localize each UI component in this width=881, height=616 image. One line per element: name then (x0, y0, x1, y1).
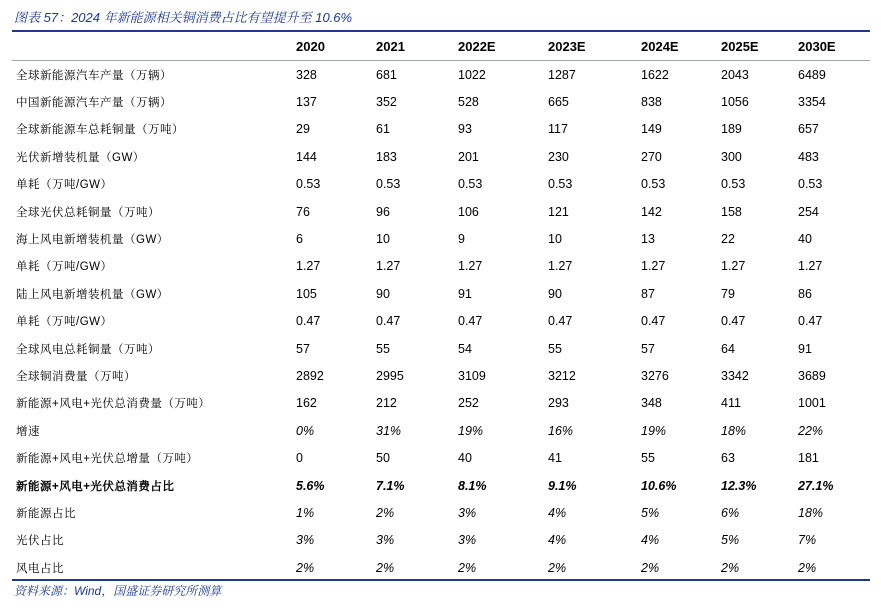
cell-2020: 105 (296, 286, 317, 301)
cell-2024e: 10.6% (641, 478, 677, 493)
row-label: 全球新能源汽车产量（万辆） (16, 69, 172, 82)
cell-2020: 328 (296, 67, 317, 82)
cell-2030e: 1.27 (798, 259, 823, 274)
table-row (12, 88, 870, 115)
cell-2023e: 10 (548, 232, 562, 247)
cell-2022e: 252 (458, 396, 479, 411)
cell-2021: 7.1% (376, 478, 405, 493)
cell-2025e: 2% (721, 560, 740, 575)
cell-2022e: 528 (458, 95, 479, 110)
cell-2021: 1.27 (376, 259, 401, 274)
cell-2025e: 2043 (721, 67, 749, 82)
header-year-2021: 2021 (376, 33, 458, 61)
cell-2020: 3% (296, 533, 315, 548)
cell-2025e: 18% (721, 423, 747, 438)
figure-title: 图表 57：2024 年新能源相关铜消费占比有望提升至 10.6% (14, 10, 353, 25)
cell-2030e: 657 (798, 122, 819, 137)
cell-2025e: 189 (721, 122, 742, 137)
cell-2022e: 8.1% (458, 478, 487, 493)
header-year-2030e: 2030E (798, 33, 870, 61)
row-label: 全球光伏总耗铜量（万吨） (16, 206, 160, 219)
cell-2020: 0 (296, 451, 303, 466)
cell-2025e: 300 (721, 149, 742, 164)
row-label: 陆上风电新增装机量（GW） (16, 288, 169, 301)
cell-2025e: 158 (721, 204, 742, 219)
header-year-2024e: 2024E (641, 33, 721, 61)
cell-2023e: 230 (548, 149, 569, 164)
row-label: 新能源+风电+光伏总消费占比 (16, 480, 175, 493)
cell-2030e: 0.47 (798, 314, 823, 329)
row-label: 全球铜消费量（万吨） (16, 370, 136, 383)
cell-2025e: 1.27 (721, 259, 746, 274)
table-row (12, 308, 870, 335)
cell-2022e: 3% (458, 505, 477, 520)
cell-2024e: 5% (641, 505, 660, 520)
cell-2021: 2995 (376, 368, 404, 383)
cell-2030e: 3689 (798, 368, 826, 383)
cell-2021: 352 (376, 95, 397, 110)
cell-2021: 50 (376, 451, 390, 466)
bottom-rule (12, 579, 870, 581)
cell-2025e: 64 (721, 341, 735, 356)
cell-2020: 29 (296, 122, 310, 137)
cell-2030e: 27.1% (798, 478, 834, 493)
cell-2022e: 40 (458, 451, 472, 466)
cell-2021: 31% (376, 423, 402, 438)
cell-2020: 76 (296, 204, 310, 219)
cell-2030e: 0.53 (798, 177, 823, 192)
cell-2024e: 142 (641, 204, 662, 219)
cell-2030e: 1001 (798, 396, 826, 411)
cell-2024e: 19% (641, 423, 667, 438)
cell-2022e: 201 (458, 149, 479, 164)
cell-2022e: 3% (458, 533, 477, 548)
cell-2023e: 4% (548, 505, 567, 520)
table-row (12, 116, 870, 143)
table-row (12, 280, 870, 307)
table-row (12, 527, 870, 554)
header-row (12, 33, 870, 61)
cell-2022e: 106 (458, 204, 479, 219)
cell-2025e: 12.3% (721, 478, 757, 493)
cell-2022e: 0.47 (458, 314, 483, 329)
cell-2030e: 86 (798, 286, 812, 301)
cell-2030e: 181 (798, 451, 819, 466)
cell-2024e: 1622 (641, 67, 669, 82)
cell-2021: 681 (376, 67, 397, 82)
row-label: 风电占比 (16, 562, 64, 575)
cell-2024e: 55 (641, 451, 655, 466)
row-label: 中国新能源汽车产量（万辆） (16, 97, 172, 110)
cell-2024e: 4% (641, 533, 660, 548)
cell-2023e: 1287 (548, 67, 576, 82)
cell-2030e: 18% (798, 505, 824, 520)
cell-2021: 2% (376, 560, 395, 575)
table-row (12, 253, 870, 280)
cell-2020: 6 (296, 232, 303, 247)
cell-2021: 183 (376, 149, 397, 164)
header-label-cell (12, 33, 296, 61)
table-row (12, 61, 870, 89)
table-row (12, 335, 870, 362)
cell-2024e: 838 (641, 95, 662, 110)
cell-2021: 212 (376, 396, 397, 411)
cell-2024e: 149 (641, 122, 662, 137)
cell-2021: 0.53 (376, 177, 401, 192)
row-label: 单耗（万吨/GW） (16, 179, 113, 192)
cell-2030e: 254 (798, 204, 819, 219)
cell-2020: 0.47 (296, 314, 321, 329)
table-header (12, 33, 870, 61)
cell-2023e: 9.1% (548, 478, 577, 493)
cell-2022e: 0.53 (458, 177, 483, 192)
row-label: 新能源占比 (16, 507, 76, 520)
table-row (12, 362, 870, 389)
cell-2023e: 3212 (548, 368, 576, 383)
cell-2024e: 3276 (641, 368, 669, 383)
cell-2030e: 6489 (798, 67, 826, 82)
cell-2023e: 4% (548, 533, 567, 548)
cell-2025e: 3342 (721, 368, 749, 383)
cell-2020: 2892 (296, 368, 324, 383)
cell-2030e: 3354 (798, 95, 826, 110)
cell-2022e: 1.27 (458, 259, 483, 274)
cell-2025e: 0.47 (721, 314, 746, 329)
cell-2021: 3% (376, 533, 395, 548)
cell-2030e: 91 (798, 341, 812, 356)
cell-2024e: 270 (641, 149, 662, 164)
cell-2030e: 7% (798, 533, 817, 548)
cell-2024e: 2% (641, 560, 660, 575)
table-row (12, 499, 870, 526)
row-label: 单耗（万吨/GW） (16, 261, 113, 274)
cell-2023e: 16% (548, 423, 574, 438)
cell-2021: 55 (376, 341, 390, 356)
cell-2023e: 121 (548, 204, 569, 219)
cell-2022e: 19% (458, 423, 484, 438)
cell-2022e: 54 (458, 341, 472, 356)
cell-2025e: 63 (721, 451, 735, 466)
table-row (12, 554, 870, 581)
cell-2025e: 79 (721, 286, 735, 301)
cell-2020: 1% (296, 505, 315, 520)
cell-2023e: 41 (548, 451, 562, 466)
row-label: 单耗（万吨/GW） (16, 316, 113, 329)
cell-2020: 1.27 (296, 259, 321, 274)
row-label: 海上风电新增装机量（GW） (16, 234, 169, 247)
cell-2020: 162 (296, 396, 317, 411)
cell-2030e: 483 (798, 149, 819, 164)
cell-2023e: 665 (548, 95, 569, 110)
cell-2024e: 13 (641, 232, 655, 247)
cell-2023e: 0.53 (548, 177, 573, 192)
source-note: 资料来源：Wind，国盛证券研究所测算 (14, 584, 222, 598)
copper-consumption-table (12, 33, 870, 581)
cell-2020: 2% (296, 560, 315, 575)
table-row (12, 225, 870, 252)
cell-2021: 90 (376, 286, 390, 301)
cell-2020: 144 (296, 149, 317, 164)
cell-2025e: 0.53 (721, 177, 746, 192)
header-year-2023e: 2023E (548, 33, 641, 61)
cell-2030e: 22% (798, 423, 824, 438)
cell-2023e: 0.47 (548, 314, 573, 329)
row-label: 新能源+风电+光伏总增量（万吨） (16, 453, 199, 466)
cell-2022e: 93 (458, 122, 472, 137)
cell-2023e: 90 (548, 286, 562, 301)
cell-2024e: 57 (641, 341, 655, 356)
top-rule (12, 30, 870, 32)
cell-2023e: 1.27 (548, 259, 573, 274)
cell-2024e: 348 (641, 396, 662, 411)
cell-2030e: 40 (798, 232, 812, 247)
header-year-2022e: 2022E (458, 33, 548, 61)
cell-2024e: 0.53 (641, 177, 666, 192)
header-year-2020: 2020 (296, 33, 376, 61)
table-body (12, 61, 870, 582)
cell-2025e: 6% (721, 505, 740, 520)
cell-2021: 0.47 (376, 314, 401, 329)
cell-2022e: 91 (458, 286, 472, 301)
row-label: 增速 (16, 425, 40, 438)
cell-2024e: 0.47 (641, 314, 666, 329)
cell-2022e: 9 (458, 232, 465, 247)
cell-2020: 137 (296, 95, 317, 110)
cell-2020: 0.53 (296, 177, 321, 192)
cell-2020: 57 (296, 341, 310, 356)
row-label: 光伏新增装机量（GW） (16, 151, 145, 164)
table-row (12, 143, 870, 170)
cell-2025e: 22 (721, 232, 735, 247)
row-label: 全球风电总耗铜量（万吨） (16, 343, 160, 356)
table-row (12, 444, 870, 471)
cell-2020: 0% (296, 423, 315, 438)
cell-2025e: 411 (721, 396, 741, 411)
table-row (12, 417, 870, 444)
cell-2023e: 117 (548, 122, 568, 137)
row-label: 新能源+风电+光伏总消费量（万吨） (16, 398, 211, 411)
cell-2024e: 87 (641, 286, 655, 301)
cell-2025e: 1056 (721, 95, 749, 110)
cell-2023e: 293 (548, 396, 569, 411)
cell-2021: 61 (376, 122, 390, 137)
cell-2030e: 2% (798, 560, 817, 575)
header-year-2025e: 2025E (721, 33, 798, 61)
table-row (12, 171, 870, 198)
cell-2021: 96 (376, 204, 390, 219)
cell-2025e: 5% (721, 533, 740, 548)
cell-2021: 2% (376, 505, 395, 520)
table-row (12, 390, 870, 417)
cell-2020: 5.6% (296, 478, 325, 493)
cell-2022e: 1022 (458, 67, 486, 82)
cell-2022e: 3109 (458, 368, 486, 383)
row-label: 光伏占比 (16, 535, 64, 548)
table-row (12, 198, 870, 225)
cell-2021: 10 (376, 232, 390, 247)
cell-2023e: 2% (548, 560, 567, 575)
row-label: 全球新能源车总耗铜量（万吨） (16, 124, 184, 137)
table-row (12, 472, 870, 499)
cell-2023e: 55 (548, 341, 562, 356)
cell-2022e: 2% (458, 560, 477, 575)
cell-2024e: 1.27 (641, 259, 666, 274)
